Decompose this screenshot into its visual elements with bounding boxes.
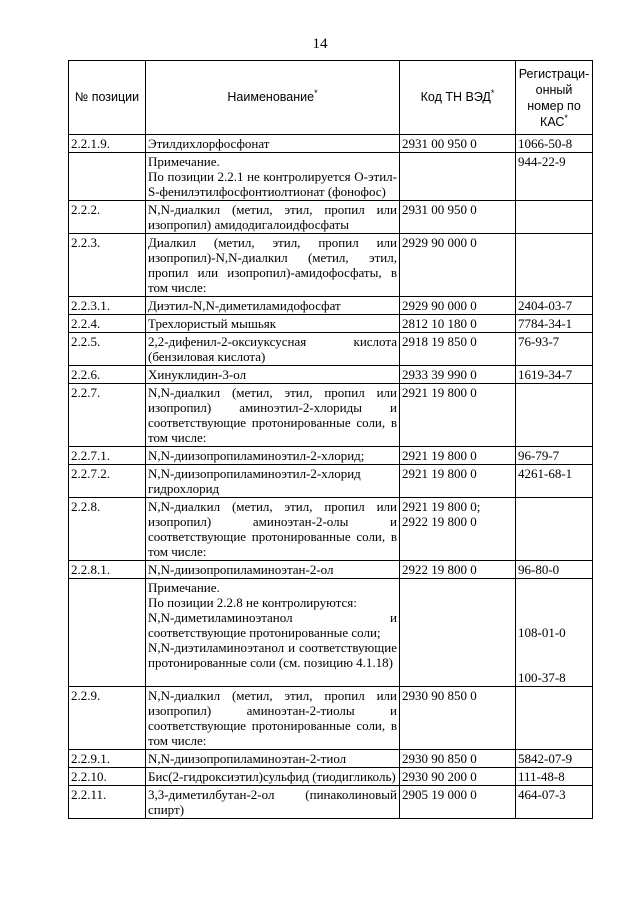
reg-cell: 2404-03-7 (516, 297, 593, 315)
position-cell: 2.2.6. (69, 366, 146, 384)
position-cell: 2.2.1.9. (69, 135, 146, 153)
code-cell: 2933 39 990 0 (400, 366, 516, 384)
substances-table (68, 60, 593, 819)
position-cell: 2.2.2. (69, 201, 146, 234)
name-cell: N,N-диизопропиламиноэтан-2-ол (146, 561, 400, 579)
table-row (69, 768, 593, 786)
code-cell (400, 579, 516, 687)
position-cell: 2.2.5. (69, 333, 146, 366)
position-cell: 2.2.7. (69, 384, 146, 447)
code-cell: 2930 90 850 0 (400, 750, 516, 768)
reg-cell (516, 234, 593, 297)
note-text: N,N-диэтиламиноэтанол и соответствующие протонированные соли (см. позицию 4.1.18) (148, 640, 397, 670)
name-cell: Трехлористый мышьяк (146, 315, 400, 333)
name-cell: Диэтил-N,N-диметиламидофосфат (146, 297, 400, 315)
table-row (69, 297, 593, 315)
note-text: По позиции 2.2.8 не контролируются: (148, 595, 357, 610)
code-line: 2921 19 800 0; (402, 499, 481, 514)
code-cell: 2921 19 800 0 (400, 465, 516, 498)
name-cell: N,N-диизопропиламиноэтил-2-хлорид; (146, 447, 400, 465)
position-cell: 2.2.10. (69, 768, 146, 786)
reg-cell: 464-07-3 (516, 786, 593, 819)
table-row (69, 201, 593, 234)
name-cell: 2,2-дифенил-2-оксиуксусная кислота (бензиловая кислота) (146, 333, 400, 366)
table-row (69, 234, 593, 297)
name-cell: Диалкил (метил, этил, пропил или изопропил)-N,N-диалкил (метил, этил, пропил или изопропил)-амидофосфаты, в том числе: (146, 234, 400, 297)
table-row (69, 366, 593, 384)
position-cell: 2.2.3. (69, 234, 146, 297)
header-position: № позиции (69, 61, 146, 135)
position-cell: 2.2.3.1. (69, 297, 146, 315)
reg-cell (516, 579, 593, 687)
name-cell: Бис(2-гидроксиэтил)сульфид (тиодигликоль) (146, 768, 400, 786)
reg-line: 100-37-8 (518, 670, 566, 685)
reg-cell (516, 498, 593, 561)
name-cell: N,N-диалкил (метил, этил, пропил или изопропил) аминоэтан-2-олы и соответствующие протонированные соли, в том числе: (146, 498, 400, 561)
table-row (69, 153, 593, 201)
reg-cell: 76-93-7 (516, 333, 593, 366)
position-cell: 2.2.7.2. (69, 465, 146, 498)
code-cell (400, 498, 516, 561)
table-row (69, 750, 593, 768)
position-cell: 2.2.4. (69, 315, 146, 333)
code-cell: 2931 00 950 0 (400, 135, 516, 153)
spacer (518, 640, 590, 670)
name-cell (146, 579, 400, 687)
note-heading: Примечание. (148, 154, 220, 169)
name-cell: N,N-диалкил (метил, этил, пропил или изопропил) амидодигалоидфосфаты (146, 201, 400, 234)
code-cell: 2931 00 950 0 (400, 201, 516, 234)
name-cell: N,N-диалкил (метил, этил, пропил или изопропил) аминоэтил-2-хлориды и соответствующие протонированные соли, в том числе: (146, 384, 400, 447)
position-cell: 2.2.11. (69, 786, 146, 819)
position-cell: 2.2.8. (69, 498, 146, 561)
note-text: По позиции 2.2.1 не контролируется О-этил-S-фенилэтилфосфонтиолтионат (фонофос) (148, 169, 397, 199)
code-cell (400, 153, 516, 201)
page-number: 14 (312, 36, 328, 52)
table-row (69, 135, 593, 153)
reg-cell: 944-22-9 (516, 153, 593, 201)
name-cell: N,N-диизопропиламиноэтил-2-хлорид гидрохлорид (146, 465, 400, 498)
reg-cell (516, 384, 593, 447)
reg-cell: 1619-34-7 (516, 366, 593, 384)
position-cell (69, 579, 146, 687)
header-reg: Регистраци-онный номер по КАС* (516, 61, 593, 135)
table-row (69, 447, 593, 465)
position-cell: 2.2.8.1. (69, 561, 146, 579)
code-cell: 2921 19 800 0 (400, 384, 516, 447)
position-cell: 2.2.9. (69, 687, 146, 750)
reg-cell (516, 201, 593, 234)
code-cell: 2921 19 800 0 (400, 447, 516, 465)
code-cell: 2929 90 000 0 (400, 297, 516, 315)
table-row (69, 561, 593, 579)
table-row (69, 498, 593, 561)
reg-cell (516, 687, 593, 750)
name-cell: Хинуклидин-3-ол (146, 366, 400, 384)
table-row (69, 384, 593, 447)
name-cell: 3,3-диметилбутан-2-ол (пинаколиновый спирт) (146, 786, 400, 819)
table-row (69, 465, 593, 498)
footnote-mark: * (564, 112, 568, 123)
note-text: N,N-диметиламиноэтанол и соответствующие протонированные соли; (148, 610, 397, 640)
position-cell: 2.2.9.1. (69, 750, 146, 768)
name-cell (146, 153, 400, 201)
code-cell: 2918 19 850 0 (400, 333, 516, 366)
reg-line: 108-01-0 (518, 625, 566, 640)
note-heading: Примечание. (148, 580, 220, 595)
code-cell: 2905 19 000 0 (400, 786, 516, 819)
reg-cell: 96-80-0 (516, 561, 593, 579)
reg-cell: 111-48-8 (516, 768, 593, 786)
table-row (69, 333, 593, 366)
code-line: 2922 19 800 0 (402, 514, 477, 529)
reg-cell: 4261-68-1 (516, 465, 593, 498)
name-cell: Этилдихлорфосфонат (146, 135, 400, 153)
spacer (518, 580, 590, 625)
table-header-row (69, 61, 593, 135)
code-cell: 2930 90 200 0 (400, 768, 516, 786)
footnote-mark: * (314, 87, 318, 98)
reg-cell: 5842-07-9 (516, 750, 593, 768)
header-code: Код ТН ВЭД* (400, 61, 516, 135)
code-cell: 2929 90 000 0 (400, 234, 516, 297)
table-row (69, 579, 593, 687)
table-row (69, 786, 593, 819)
name-cell: N,N-диалкил (метил, этил, пропил или изопропил) аминоэтан-2-тиолы и соответствующие протонированные соли, в том числе: (146, 687, 400, 750)
header-name: Наименование* (146, 61, 400, 135)
reg-cell: 7784-34-1 (516, 315, 593, 333)
position-cell (69, 153, 146, 201)
reg-cell: 1066-50-8 (516, 135, 593, 153)
table-row (69, 315, 593, 333)
position-cell: 2.2.7.1. (69, 447, 146, 465)
table-row (69, 687, 593, 750)
footnote-mark: * (490, 87, 495, 98)
code-cell: 2812 10 180 0 (400, 315, 516, 333)
code-cell: 2922 19 800 0 (400, 561, 516, 579)
name-cell: N,N-диизопропиламиноэтан-2-тиол (146, 750, 400, 768)
code-cell: 2930 90 850 0 (400, 687, 516, 750)
reg-cell: 96-79-7 (516, 447, 593, 465)
